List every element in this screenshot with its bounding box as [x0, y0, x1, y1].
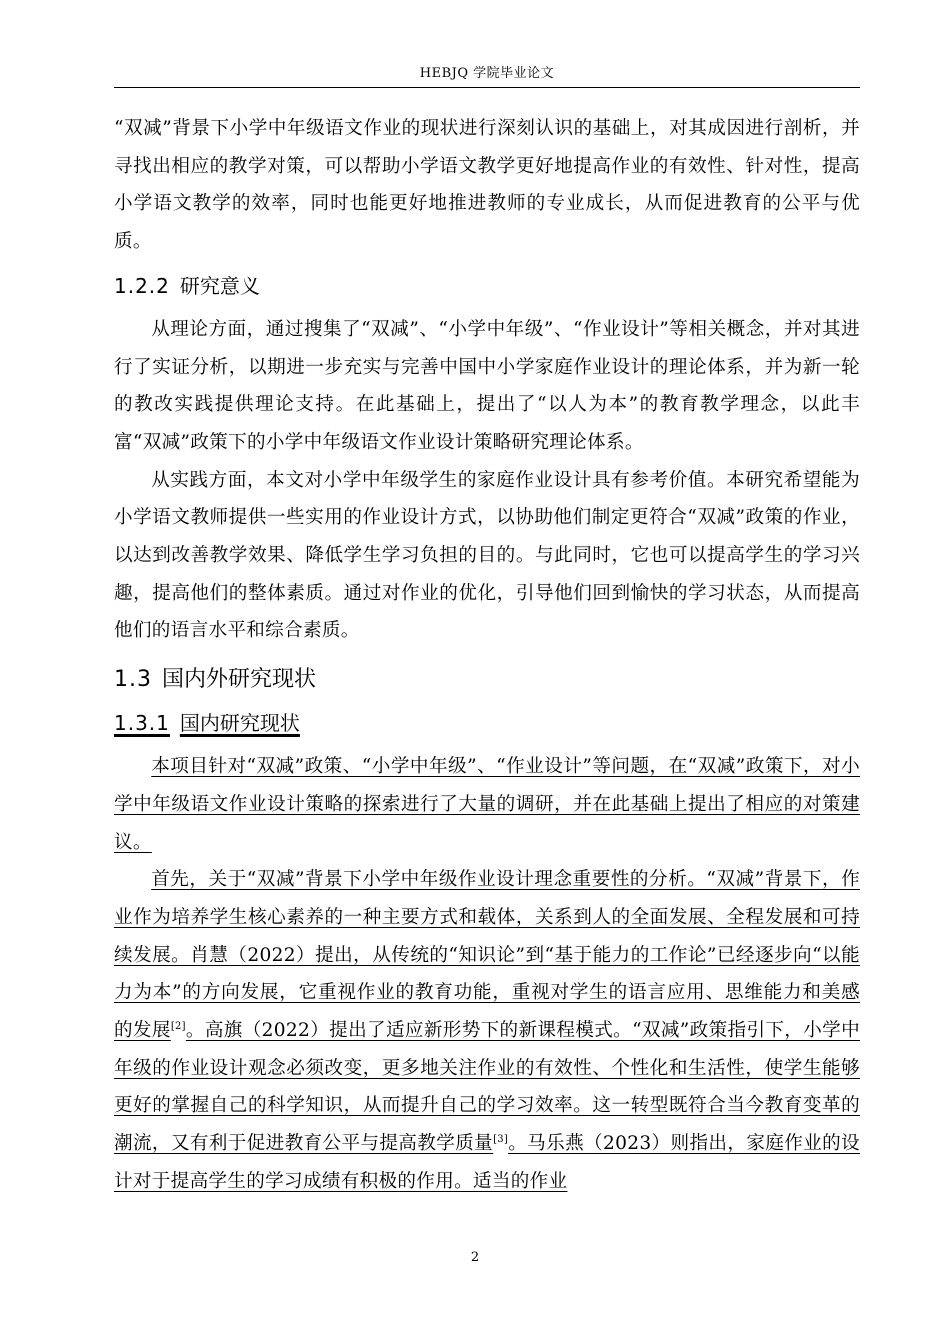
citation-ref: [3] — [493, 1133, 509, 1145]
section-title: 国内外研究现状 — [162, 667, 317, 693]
section-heading-1-3 — [114, 664, 860, 696]
page-content — [114, 110, 860, 1201]
underlined-text: 首先，关于“双减”背景下小学中年级作业设计理念重要性的分析。“双减”背景下，作业作为培养学生核心素养的一种主要方式和载体，关系到人的全面发展、全程发展和可持续发展。肖慧（2022）提出，从传统的“知识论”到“基于能力的工作论”已经逐步向“以能力为本”的方向发展，它重视作业的教育功能，重视对学生的语言应用、思维能力和美感的发展 — [114, 869, 860, 1042]
page-number: 2 — [470, 1250, 480, 1265]
section-title: 国内研究现状 — [179, 711, 300, 736]
underlined-text: 。高旗（2022）提出了适应新形势下的新课程模式。“双减”政策指引下，小学中年级的作业设计观念必须改变，更多地关注作业的有效性、个性化和生活性，使学生能够更好的掌握自己的科学知识，从而提升自己的学习效率。这一转型既符合当今教育变革的潮流，又有利于促进教育公平与提高教学质量 — [114, 1020, 861, 1155]
significance-paragraph-practice: 从实践方面，本文对小学中年级学生的家庭作业设计具有参考价值。本研究希望能为小学语文教师提供一些实用的作业设计方式，以协助他们制定更符合“双减”政策的作业，以达到改善教学效果、降低学生学习负担的目的。与此同时，它也可以提高学生的学习兴趣，提高他们的整体素质。通过对作业的优化，引导他们回到愉快的学习状态，从而提高他们的语言水平和综合素质。 — [114, 469, 860, 642]
citation-ref: [2] — [170, 1020, 186, 1032]
domestic-research-paragraph-2 — [114, 861, 860, 1200]
header-divider — [114, 87, 860, 88]
page-header: HEBJQ 学院毕业论文 — [419, 66, 555, 81]
significance-paragraph-theory: 从理论方面，通过搜集了“双减”、“小学中年级”、“作业设计”等相关概念，并对其进行了实证分析，以期进一步充实与完善中国中小学家庭作业设计的理论体系，并为新一轮的教改实践提供理论支持。在此基础上，提出了“以人为本”的教育教学理念，以此丰富“双减”政策下的小学中年级语文作业设计策略研究理论体系。 — [114, 318, 860, 453]
section-number: 1.3 — [114, 667, 152, 693]
domestic-research-paragraph-1 — [114, 748, 860, 861]
section-title: 研究意义 — [179, 273, 260, 298]
section-heading-1-2-2 — [114, 271, 860, 301]
section-heading-1-3-1 — [114, 708, 860, 738]
intro-paragraph: “双减”背景下小学中年级语文作业的现状进行深刻认识的基础上，对其成因进行剖析，并寻找出相应的教学对策，可以帮助小学语文教学更好地提高作业的有效性、针对性，提高小学语文教学的效率，同时也能更好地推进教师的专业成长，从而促进教育的公平与优质。 — [114, 118, 860, 253]
section-number: 1.2.2 — [114, 273, 170, 298]
underlined-text: 本项目针对“双减”政策、“小学中年级”、“作业设计”等问题，在“双减”政策下，对小学中年级语文作业设计策略的探索进行了大量的调研，并在此基础上提出了相应的对策建议。 — [114, 756, 860, 853]
underlined-text: 。马乐燕（2023）则指出，家庭作业的设计对于提高学生的学习成绩有积极的作用。适当的作业 — [114, 1133, 860, 1192]
section-number: 1.3.1 — [114, 711, 170, 736]
